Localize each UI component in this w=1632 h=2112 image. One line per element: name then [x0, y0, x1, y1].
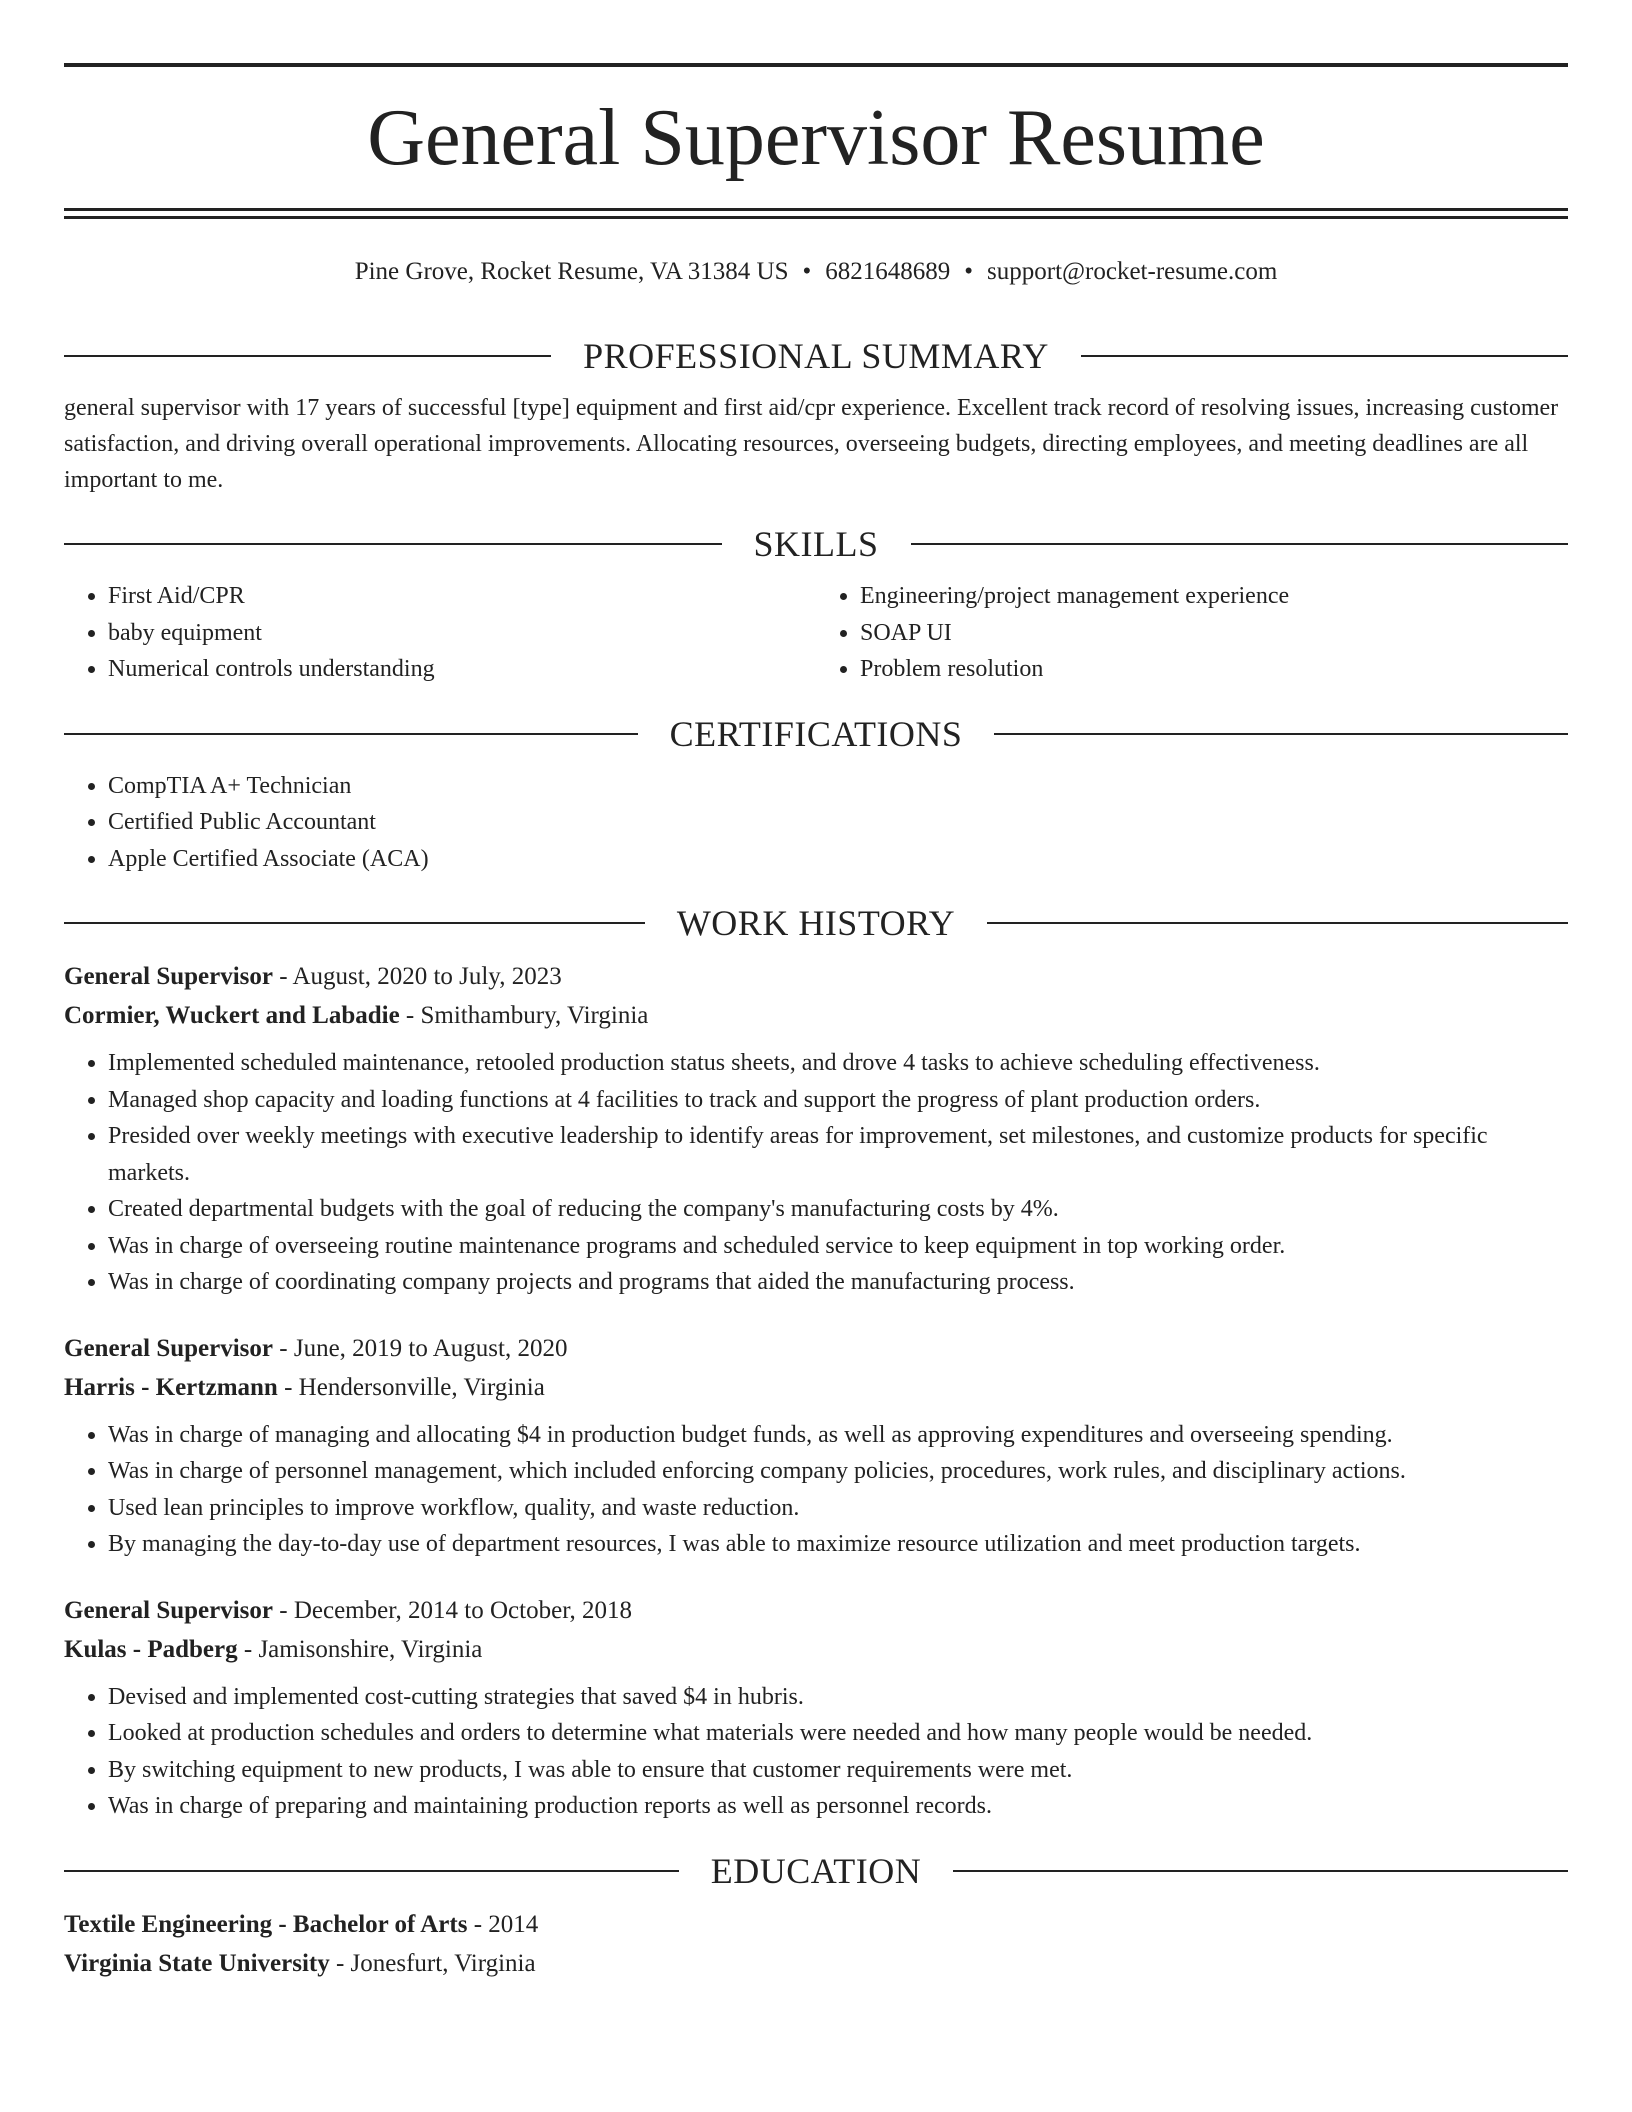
job-bullet: • Was in charge of coordinating company projects and programs that aided the manufacturing process. — [108, 1264, 1568, 1301]
job-entry — [64, 1591, 1568, 1825]
skill-item: • baby equipment — [108, 615, 816, 652]
job-bullets — [64, 1417, 1568, 1563]
section-header-work-history — [64, 897, 1568, 949]
job-bullet: • Was in charge of preparing and maintaining production reports as well as personnel records. — [108, 1788, 1568, 1825]
section-header-summary — [64, 330, 1568, 382]
contact-phone: 6821648689 — [825, 258, 951, 285]
section-header-certifications — [64, 708, 1568, 760]
skill-item: • First Aid/CPR — [108, 578, 816, 615]
resume-content — [64, 330, 1568, 1983]
section-title: SKILLS — [753, 524, 879, 564]
section-title: EDUCATION — [710, 1850, 922, 1891]
education-location: - Jonesfurt, Virginia — [329, 1949, 536, 1977]
job-bullet: • By switching equipment to new products, I was able to ensure that customer requirements were met. — [108, 1752, 1568, 1789]
job-bullets — [64, 1679, 1568, 1825]
job-dates: - June, 2019 to August, 2020 — [273, 1334, 568, 1362]
job-bullet: • Created departmental budgets with the goal of reducing the company's manufacturing costs by 4%. — [108, 1191, 1568, 1228]
resume-title: General Supervisor Resume — [367, 94, 1265, 182]
section-header-education — [64, 1845, 1568, 1897]
job-entry — [64, 957, 1568, 1301]
education-year: - 2014 — [467, 1910, 539, 1938]
contact-separator: • — [964, 258, 974, 285]
education-degree: Textile Engineering - Bachelor of Arts — [64, 1910, 468, 1938]
education-degree-line — [64, 1905, 1568, 1944]
job-company: Kulas - Padberg — [64, 1635, 238, 1663]
job-bullet: • Used lean principles to improve workflow, quality, and waste reduction. — [108, 1490, 1568, 1527]
job-company-line — [64, 1368, 1568, 1407]
job-dates: - December, 2014 to October, 2018 — [273, 1596, 633, 1624]
job-bullet: • Devised and implemented cost-cutting strategies that saved $4 in hubris. — [108, 1679, 1568, 1716]
certifications-list — [64, 768, 1568, 878]
certification-item: • CompTIA A+ Technician — [108, 768, 1568, 805]
job-bullet: • Was in charge of personnel management, which included enforcing company policies, procedures, work rules, and disciplinary actions. — [108, 1453, 1568, 1490]
contact-address: Pine Grove, Rocket Resume, VA 31384 US — [354, 258, 789, 285]
certification-item: • Apple Certified Associate (ACA) — [108, 841, 1568, 878]
job-role-line — [64, 1591, 1568, 1630]
header-double-rule — [64, 208, 1568, 220]
contact-separator: • — [802, 258, 812, 285]
contact-line — [64, 254, 1568, 290]
job-role: General Supervisor — [64, 963, 274, 990]
education-school-line — [64, 1944, 1568, 1983]
job-company-line — [64, 996, 1568, 1035]
job-company-line — [64, 1630, 1568, 1669]
contact-email: support@rocket-resume.com — [987, 258, 1278, 285]
skills-right-column — [816, 578, 1568, 688]
job-bullet: • Was in charge of managing and allocating $4 in production budget funds, as well as approving expenditures and overseeing spending. — [108, 1417, 1568, 1454]
job-location: - Hendersonville, Virginia — [277, 1373, 545, 1401]
job-location: - Smithambury, Virginia — [399, 1002, 649, 1029]
job-bullet: • Presided over weekly meetings with executive leadership to identify areas for improvement, set milestones, and customize products for specific markets. — [108, 1118, 1568, 1191]
job-role: General Supervisor — [64, 1334, 274, 1362]
section-title: PROFESSIONAL SUMMARY — [583, 336, 1049, 376]
skill-item: • Numerical controls understanding — [108, 651, 816, 688]
top-rule — [64, 63, 1568, 67]
job-bullet: • Looked at production schedules and orders to determine what materials were needed and how many people would be needed. — [108, 1715, 1568, 1752]
job-role-line — [64, 957, 1568, 996]
skills-list — [64, 578, 1568, 688]
job-company: Cormier, Wuckert and Labadie — [64, 1002, 400, 1029]
job-bullet: • Was in charge of overseeing routine maintenance programs and scheduled service to keep equipment in top working order. — [108, 1228, 1568, 1265]
job-role: General Supervisor — [64, 1596, 274, 1624]
skill-item: • SOAP UI — [860, 615, 1568, 652]
section-title: CERTIFICATIONS — [669, 713, 963, 754]
job-bullets — [64, 1045, 1568, 1301]
job-location: - Jamisonshire, Virginia — [237, 1635, 483, 1663]
skill-item: • Problem resolution — [860, 651, 1568, 688]
job-role-line — [64, 1329, 1568, 1368]
job-entry — [64, 1329, 1568, 1563]
certification-item: • Certified Public Accountant — [108, 804, 1568, 841]
job-bullet: • Managed shop capacity and loading functions at 4 facilities to track and support the progress of plant production orders. — [108, 1082, 1568, 1119]
skills-left-column — [64, 578, 816, 688]
summary-text: general supervisor with 17 years of successful [type] equipment and first aid/cpr experience. Excellent track record of resolving issues, increasing customer satisfaction, and driving overall operational improvements. Allocating resources, overseeing budgets, directing employees, and meeting deadlines are all important to me. — [64, 395, 1559, 493]
job-dates: - August, 2020 to July, 2023 — [273, 963, 562, 990]
skill-item: • Engineering/project management experience — [860, 578, 1568, 615]
section-header-skills — [64, 518, 1568, 570]
job-company: Harris - Kertzmann — [64, 1373, 278, 1401]
education-entry — [64, 1905, 1568, 1983]
education-school: Virginia State University — [64, 1949, 330, 1977]
job-bullet: • By managing the day-to-day use of department resources, I was able to maximize resource utilization and meet production targets. — [108, 1526, 1568, 1563]
job-bullet: • Implemented scheduled maintenance, retooled production status sheets, and drove 4 tasks to achieve scheduling effectiveness. — [108, 1045, 1568, 1082]
section-title: WORK HISTORY — [676, 903, 956, 943]
